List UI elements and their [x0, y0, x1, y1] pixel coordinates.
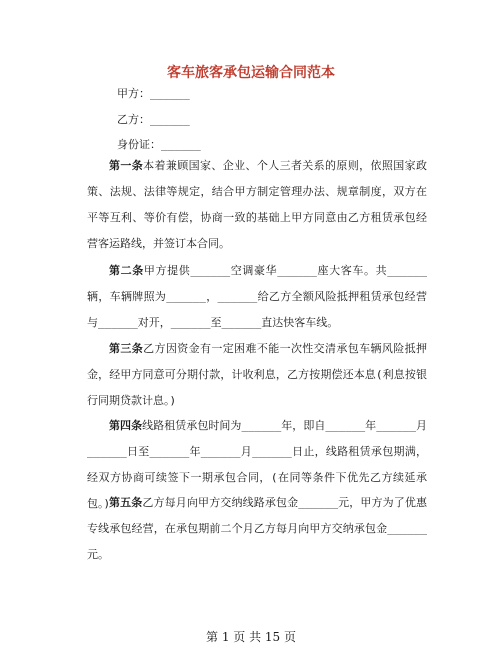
article-1-text: 本着兼顾国家、企业、个人三者关系的原则，依照国家政策、法规、法律等规定，结合甲方制定管理办法、规章制度，双方在平等互利、等价有偿，协商一致的基础上甲方同意由乙方租赁承包经营客运路线，并签订本合同。 [87, 159, 428, 250]
article-2 [87, 258, 427, 336]
document-title: 客车旅客承包运输合同范本 [167, 65, 335, 81]
article-4-text: 线路租赁承包时间为______年，即自______年______月______日至______年______月______日止，线路租赁承包期满，经双方协商可续签下一期承包合同，(在同等条件下优先乙方续延承包。) [87, 419, 427, 510]
article-3 [87, 336, 427, 414]
article-5-text: 乙方每月向甲方交纳线路承包金______元，甲方为了优惠专线承包经营，在承包期前二个月乙方每月向甲方交纳承包金______元。 [87, 496, 428, 561]
article-5 [87, 490, 427, 568]
article-3-head: 第三条 [109, 342, 144, 355]
article-4-head: 第四条 [109, 419, 143, 432]
party-b-field: 乙方：______ [117, 113, 190, 126]
article-2-text: 甲方提供______空调豪华______座大客车。共______辆，车辆牌照为______，______给乙方全额风险抵押租赁承包经营与______对开，______至______直达快客车线。 [87, 264, 428, 329]
article-1-head: 第一条 [109, 159, 144, 172]
article-2-head: 第二条 [109, 264, 144, 277]
page-footer: 第 1 页 共 15 页 [206, 630, 296, 644]
party-a-field: 甲方：______ [117, 87, 190, 100]
id-card-field: 身份证：______ [117, 138, 201, 151]
article-5-head: 第五条 [109, 496, 143, 509]
article-3-text: 乙方因资金有一定困难不能一次性交清承包车辆风险抵押金，经甲方同意可分期付款，计收利息，乙方按期偿还本息(利息按银行同期贷款计息。) [87, 342, 428, 407]
article-1 [87, 153, 427, 257]
